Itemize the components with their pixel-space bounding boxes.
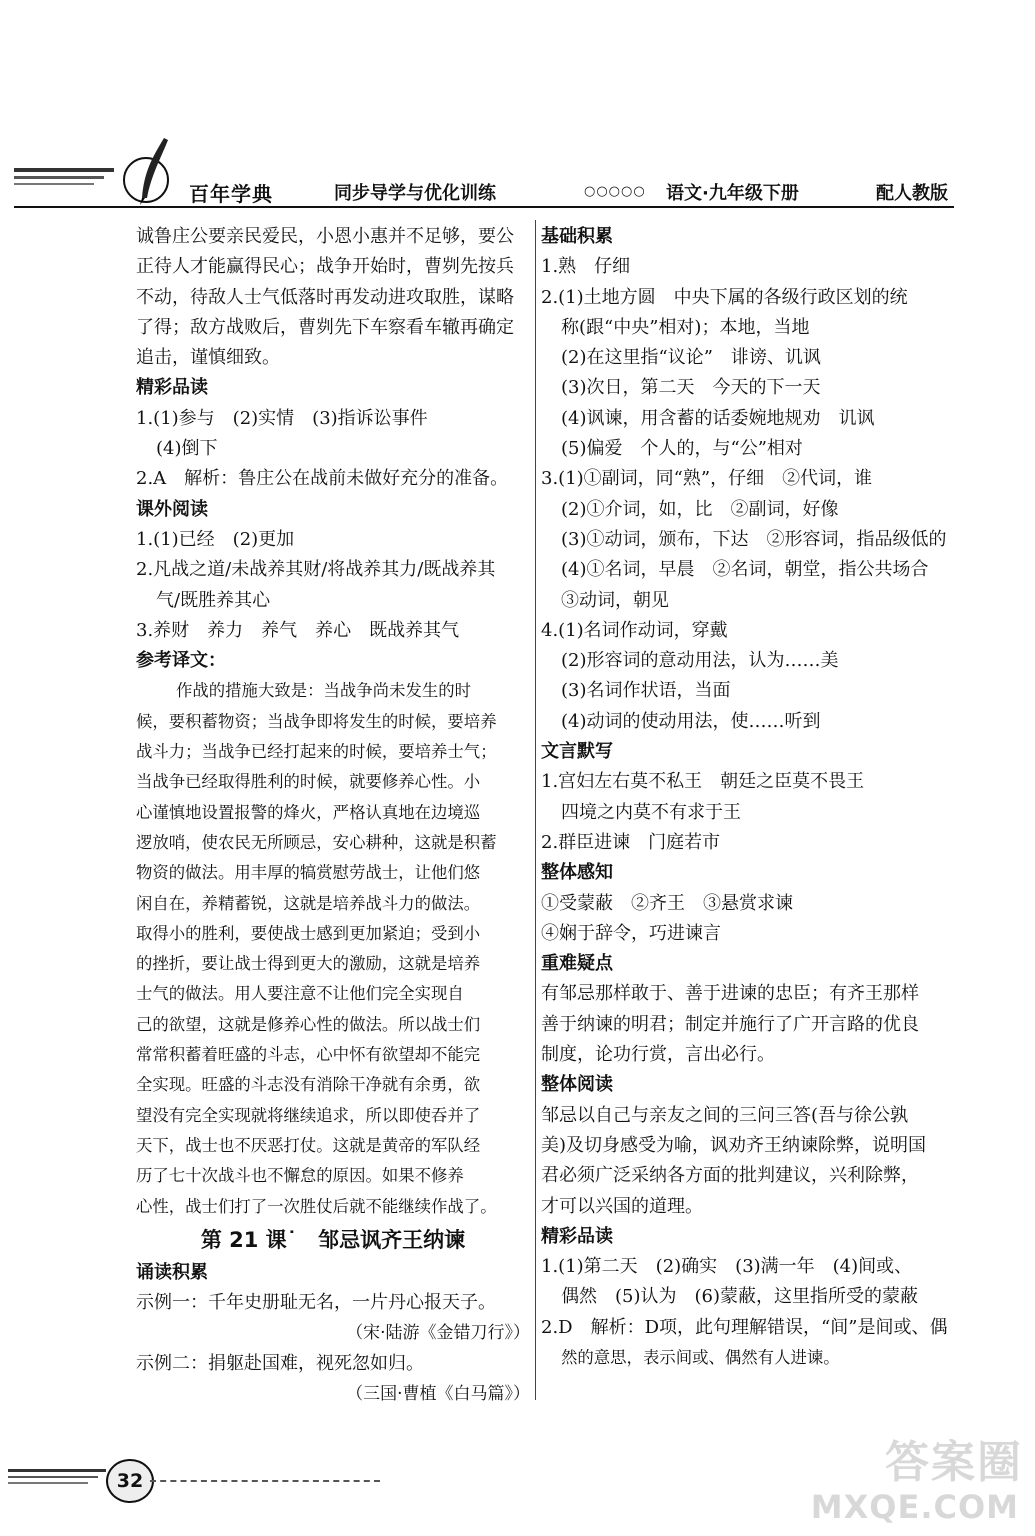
section-heading: 精彩品读 (136, 377, 208, 399)
translation-line: 望没有完全实现就将继续追求，所以即使吞并了 (136, 1105, 481, 1125)
text-line: 正待人才能赢得民心；战争开始时，曹刿先按兵 (136, 256, 514, 278)
watermark-url: MXQE.COM (810, 1488, 1019, 1526)
answer-line: (2)在这里指“议论” 诽谤、讥讽 (561, 347, 821, 369)
section-heading: 重难疑点 (541, 953, 613, 975)
text-line: 不动，待敌人士气低落时再发动进攻取胜，谋略 (136, 286, 514, 308)
answer-line: (2)形容词的意动用法，认为……美 (561, 650, 839, 672)
section-heading: 整体感知 (541, 862, 613, 884)
answer-line: 邹忌以自己与亲友之间的三问三答(吾与徐公孰 (541, 1104, 909, 1126)
answer-line: 2.A 解析：鲁庄公在战前未做好充分的准备。 (136, 468, 509, 490)
answer-line: (4)讽谏，用含蓄的话委婉地规劝 讥讽 (561, 407, 875, 429)
answer-line: 制度，论功行赏，言出必行。 (541, 1044, 775, 1066)
answer-line: (3)次日，第二天 今天的下一天 (561, 377, 821, 399)
answer-line: ①受蒙蔽 ②齐王 ③悬赏求谏 (541, 892, 793, 914)
answer-line: 3.(1)①副词，同“熟”，仔细 ②代词，谁 (541, 468, 873, 490)
answer-line: 3.养财 养力 养气 养心 既战养其气 (136, 619, 460, 641)
answer-line: 1.(1)参与 (2)实情 (3)指诉讼事件 (136, 407, 428, 429)
header-rule (14, 206, 954, 208)
answer-line: 四境之内莫不有求于王 (561, 801, 741, 823)
footer-lines-icon (8, 1463, 108, 1493)
translation-line: 的挫折，要让战士得到更大的激励，这就是培养 (136, 954, 481, 974)
text-line: 诚鲁庄公要亲民爱民，小恩小惠并不足够，要公 (136, 226, 514, 247)
answer-line: 4.(1)名词作动词，穿戴 (541, 619, 728, 641)
translation-line: 历了七十次战斗也不懈怠的原因。如果不修养 (136, 1166, 464, 1186)
section-heading: 诵读积累 (136, 1261, 208, 1283)
answer-line: 美)及切身感受为喻，讽劝齐王纳谏除弊，说明国 (541, 1134, 927, 1156)
section-heading: 精彩品读 (541, 1225, 613, 1247)
answer-line: (3)名词作状语，当面 (561, 680, 731, 702)
answer-line: 1.熟 仔细 (541, 256, 631, 278)
text-line: 了得；敌方战败后，曹刿先下车察看车辙再确定 (136, 316, 514, 338)
answer-line: 1.(1)第二天 (2)确实 (3)满一年 (4)间或、 (541, 1256, 913, 1278)
answer-line: 君必须广泛采纳各方面的批判建议，兴利除弊， (541, 1165, 919, 1187)
translation-line: 战斗力；当战争已经打起来的时候，要培养士气； (136, 742, 497, 762)
answer-line: 才可以兴国的道理。 (541, 1195, 703, 1217)
edition-label: 配人教版 (876, 183, 948, 204)
translation-line: 当战争已经取得胜利的时候，就要修养心性。小 (136, 772, 481, 792)
answer-line: 称(跟“中央”相对)；本地，当地 (561, 316, 810, 338)
translation-line: 逻放哨，使农民无所顾忌，安心耕种，这就是积蓄 (136, 832, 497, 852)
answer-line: 气/既胜养其心 (156, 589, 271, 611)
translation-line: 心谨慎地设置报警的烽火，严格认真地在边境巡 (136, 802, 481, 822)
translation-line: 士气的做法。用人要注意不让他们完全实现自 (136, 984, 464, 1004)
subject-label: 语文·九年级下册 (666, 183, 799, 204)
example-source: （三国·曹植《白马篇》） (346, 1383, 530, 1404)
translation-line: 候，要积蓄物资；当战争即将发生的时候，要培养 (136, 711, 497, 731)
series-title: 同步导学与优化训练 (334, 183, 496, 204)
answer-line: (3)①动词，颁布，下达 ②形容词，指品级低的 (561, 528, 947, 550)
translation-line: 全实现。旺盛的斗志没有消除干净就有余勇，欲 (136, 1075, 481, 1095)
right-column (541, 222, 953, 1373)
header-dots: ○○○○○ (584, 184, 646, 199)
answer-line: 2.D 解析：D项，此句理解错误，“间”是间或、偶 (541, 1316, 948, 1338)
answer-line: (5)偏爱 个人的，与“公”相对 (561, 438, 803, 460)
lesson-title: 第 21 课˙ 邹忌讽齐王纳谏 (200, 1227, 466, 1252)
answer-line: 2.(1)土地方圆 中央下属的各级行政区划的统 (541, 286, 908, 308)
text-line: 追击，谨慎细致。 (136, 347, 280, 369)
example-line: 示例二：捐躯赴国难，视死忽如归。 (136, 1352, 424, 1374)
translation-line: 己的欲望，这就是修养心性的做法。所以战士们 (136, 1014, 481, 1034)
answer-line: 2.凡战之道/未战养其财/将战养其力/既战养其 (136, 559, 496, 581)
column-divider (535, 220, 536, 1400)
answer-line: 善于纳谏的明君；制定并施行了广开言路的优良 (541, 1013, 919, 1035)
translation-line: 作战的措施大致是：当战争尚未发生的时 (176, 681, 472, 701)
answer-line: 1.宫妇左右莫不私王 朝廷之臣莫不畏王 (541, 771, 865, 793)
left-column (136, 222, 530, 1409)
watermark-logo (810, 1426, 1023, 1526)
translation-line: 常常积蓄着旺盛的斗志，心中怀有欲望却不能完 (136, 1045, 481, 1065)
answer-line: 然的意思，表示间或、偶然有人进谏。 (561, 1347, 840, 1367)
answer-line: (4)倒下 (156, 438, 218, 460)
page-header (14, 138, 954, 208)
answer-line: 1.(1)已经 (2)更加 (136, 528, 295, 550)
section-heading: 整体阅读 (541, 1074, 613, 1096)
page-footer (0, 1455, 420, 1505)
watermark-text: 答案圈 (885, 1437, 1023, 1488)
translation-line: 天下，战士也不厌恶打仗。这就是黄帝的军队经 (136, 1135, 481, 1155)
answer-line: ④娴于辞令，巧进谏言 (541, 922, 721, 944)
section-heading: 参考译文： (136, 650, 226, 672)
answer-line: (4)①名词，早晨 ②名词，朝堂，指公共场合 (561, 559, 929, 581)
example-source: （宋·陆游《金错刀行》） (346, 1323, 530, 1344)
translation-line: 物资的做法。用丰厚的犒赏慰劳战士，让他们悠 (136, 863, 481, 883)
section-heading: 课外阅读 (136, 498, 208, 520)
footer-dashed-rule (150, 1480, 380, 1482)
section-heading: 基础积累 (541, 226, 613, 247)
translation-line: 取得小的胜利，要使战士感到更加紧迫；受到小 (136, 923, 481, 943)
page-number: 32 (106, 1459, 154, 1503)
answer-line: 有邹忌那样敢于、善于进谏的忠臣；有齐王那样 (541, 983, 919, 1005)
example-line: 示例一：千年史册耻无名，一片丹心报天子。 (136, 1292, 496, 1314)
section-heading: 文言默写 (541, 741, 613, 763)
translation-line: 闲自在，养精蓄锐，这就是培养战斗力的做法。 (136, 893, 481, 913)
quill-pen-icon (14, 138, 184, 208)
translation-line: 心性，战士们打了一次胜仗后就不能继续作战了。 (136, 1196, 497, 1216)
answer-line: ③动词，朝见 (561, 589, 669, 611)
answer-line: 偶然 (5)认为 (6)蒙蔽，这里指所受的蒙蔽 (561, 1286, 918, 1308)
answer-line: (4)动词的使动用法，使……听到 (561, 710, 821, 732)
brand-title: 百年学典 (189, 182, 273, 206)
answer-line: 2.群臣进谏 门庭若市 (541, 831, 721, 853)
answer-line: (2)①介词，如，比 ②副词，好像 (561, 498, 839, 520)
